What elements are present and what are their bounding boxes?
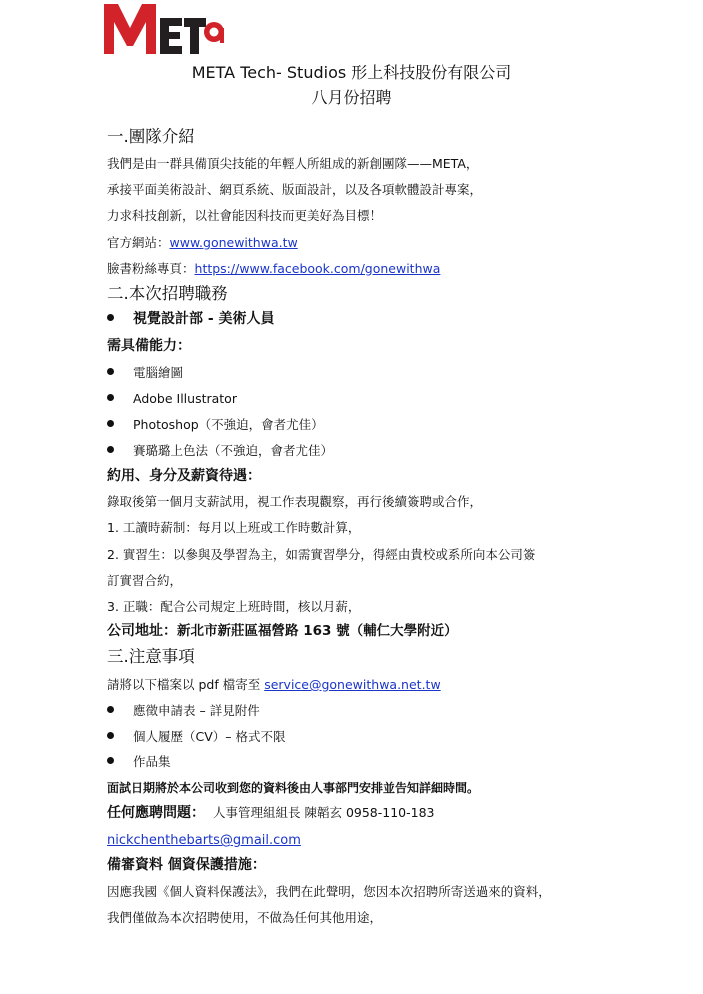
bullet-icon bbox=[107, 314, 114, 321]
section-positions-heading: 二.本次招聘職務 bbox=[107, 284, 228, 303]
file-item bbox=[107, 728, 286, 746]
address-row bbox=[107, 622, 458, 640]
bullet-icon bbox=[107, 394, 114, 401]
team-intro-line-3: 力求科技創新，以社會能因科技而更美好為目標！ bbox=[107, 208, 383, 223]
position-item bbox=[107, 310, 275, 328]
privacy-heading: 備審資料 個資保護措施： bbox=[107, 857, 266, 873]
team-intro-line-1: 我們是由一群具備頂尖技能的年輕人所組成的新創團隊——META， bbox=[107, 156, 479, 171]
section-team-heading: 一.團隊介紹 bbox=[107, 127, 195, 146]
contact-label: 任何應聘問題： bbox=[107, 805, 205, 821]
bullet-icon bbox=[107, 706, 114, 713]
bullet-icon bbox=[107, 732, 114, 739]
skill-label: Photoshop（不強迫，會者尤佳） bbox=[133, 417, 324, 432]
website-label: 官方網站： bbox=[107, 235, 170, 250]
skill-item bbox=[107, 416, 324, 434]
facebook-label: 臉書粉絲專頁： bbox=[107, 261, 195, 276]
meta-logo bbox=[102, 2, 226, 58]
terms-item-2-cont: 訂實習合約， bbox=[107, 573, 183, 588]
terms-item-2: 2. 實習生：以參與及學習為主，如需實習學分，得經由貴校或系所向本公司簽 bbox=[107, 547, 536, 562]
email-link[interactable]: service@gonewithwa.net.tw bbox=[264, 677, 441, 692]
skills-heading: 需具備能力： bbox=[107, 338, 191, 354]
skill-item bbox=[107, 390, 237, 408]
skill-label: Adobe Illustrator bbox=[133, 391, 237, 406]
contact-email-link[interactable]: nickchenthebarts@gmail.com bbox=[107, 833, 301, 848]
recruitment-title: 八月份招聘 bbox=[311, 88, 392, 107]
file-label: 應徵申請表 – 詳見附件 bbox=[133, 703, 260, 718]
facebook-row bbox=[107, 260, 440, 278]
skill-item bbox=[107, 364, 183, 382]
website-link[interactable]: www.gonewithwa.tw bbox=[169, 235, 298, 250]
terms-item-3: 3. 正職：配合公司規定上班時間，核以月薪， bbox=[107, 599, 361, 614]
terms-item-1: 1. 工讀時薪制：每月以上班或工作時數計算， bbox=[107, 520, 361, 535]
file-label: 作品集 bbox=[133, 754, 171, 769]
bullet-icon bbox=[107, 446, 114, 453]
terms-intro: 錄取後第一個月支薪試用，視工作表現觀察，再行後續簽聘或合作， bbox=[107, 494, 483, 509]
contact-value: 人事管理組組長 陳韜玄 0958-110-183 bbox=[213, 805, 435, 820]
skill-item bbox=[107, 442, 333, 460]
interview-note: 面試日期將於本公司收到您的資料後由人事部門安排並告知詳細時間。 bbox=[107, 781, 480, 795]
file-item bbox=[107, 753, 171, 771]
contact-row bbox=[107, 804, 435, 822]
bullet-icon bbox=[107, 368, 114, 375]
website-row bbox=[107, 234, 298, 252]
company-title: META Tech- Studios 形上科技股份有限公司 bbox=[191, 63, 512, 82]
terms-heading: 約用、身分及薪資待遇： bbox=[107, 468, 261, 484]
position-label: 視覺設計部 - 美術人員 bbox=[133, 311, 275, 327]
team-intro-line-2: 承接平面美術設計、網頁系統、版面設計，以及各項軟體設計專案， bbox=[107, 182, 483, 197]
contact-email bbox=[107, 832, 301, 850]
email-row bbox=[107, 676, 441, 694]
file-item bbox=[107, 702, 260, 720]
address-label: 公司地址： bbox=[107, 623, 177, 639]
privacy-line-2: 我們僅做為本次招聘使用，不做為任何其他用途， bbox=[107, 910, 383, 925]
skill-label: 賽璐璐上色法（不強迫，會者尤佳） bbox=[133, 443, 334, 458]
address-value: 新北市新莊區福營路 163 號（輔仁大學附近） bbox=[177, 623, 458, 639]
email-intro: 請將以下檔案以 pdf 檔寄至 bbox=[107, 677, 265, 692]
bullet-icon bbox=[107, 420, 114, 427]
file-label: 個人履歷（CV）– 格式不限 bbox=[133, 729, 286, 744]
privacy-line-1: 因應我國《個人資料保護法》，我們在此聲明，您因本次招聘所寄送過來的資料， bbox=[107, 884, 551, 899]
section-notes-heading: 三.注意事項 bbox=[107, 647, 195, 666]
facebook-link[interactable]: https://www.facebook.com/gonewithwa bbox=[194, 261, 441, 276]
skill-label: 電腦繪圖 bbox=[133, 365, 184, 380]
bullet-icon bbox=[107, 757, 114, 764]
